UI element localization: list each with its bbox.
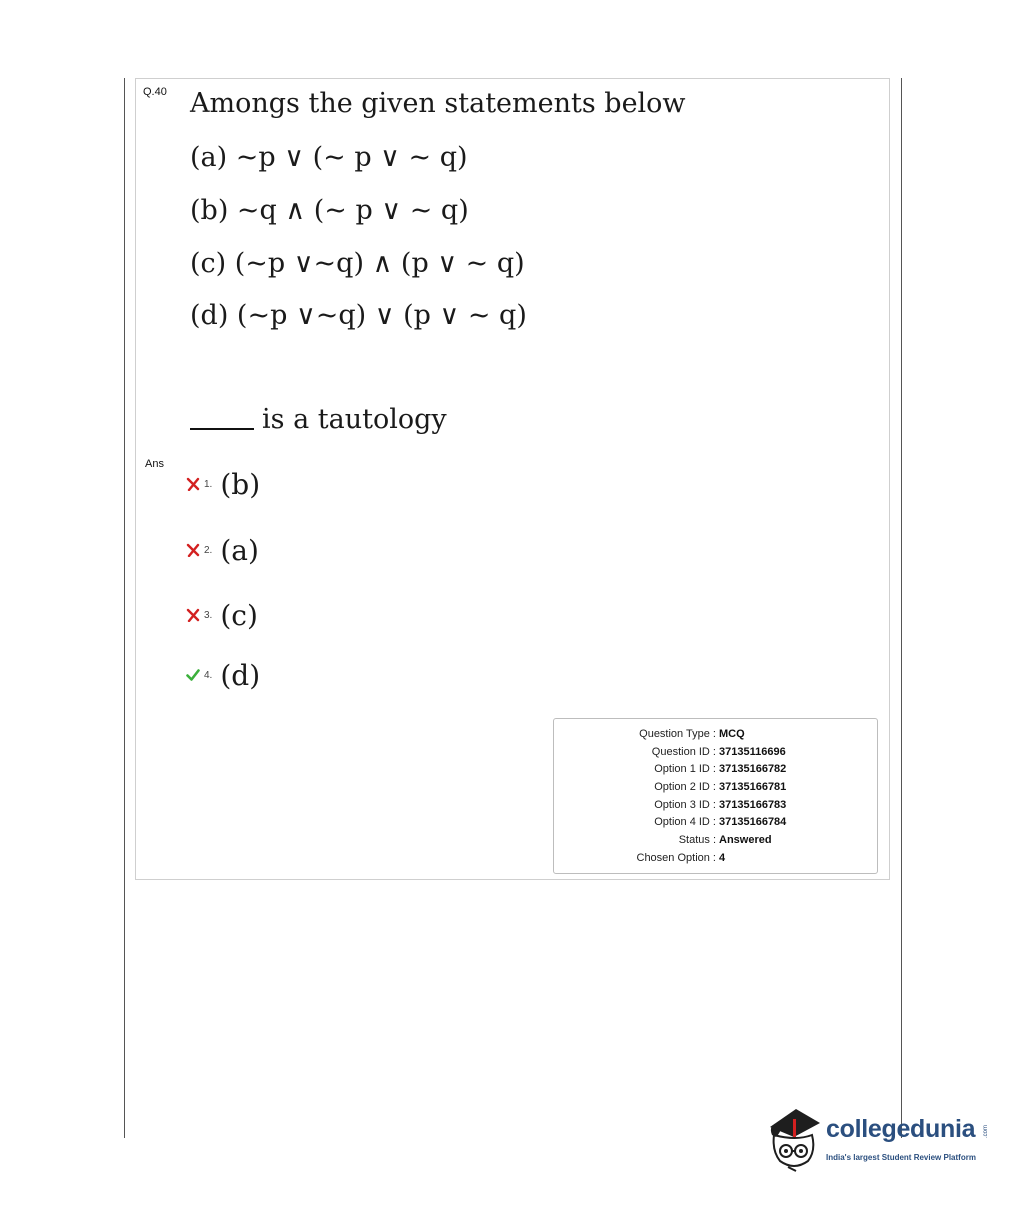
info-value: 37135166783 bbox=[719, 798, 787, 811]
option-2[interactable] bbox=[186, 532, 259, 568]
statement-b: (b) ~q ∧ (~ p ∨ ~ q) bbox=[190, 195, 469, 226]
info-key: Status : bbox=[678, 834, 716, 847]
option-3[interactable] bbox=[186, 597, 258, 633]
brand-suffix: .com bbox=[983, 1125, 989, 1139]
info-key: Question ID : bbox=[651, 745, 716, 758]
info-key: Option 4 ID : bbox=[654, 816, 716, 829]
info-key: Option 2 ID : bbox=[654, 781, 716, 794]
option-text: (a) bbox=[220, 533, 259, 567]
info-row bbox=[554, 746, 877, 764]
info-value: 37135116696 bbox=[719, 745, 786, 758]
statement-c: (c) (~p ∨~q) ∧ (p ∨ ~ q) bbox=[190, 248, 525, 279]
option-text: (c) bbox=[220, 598, 258, 632]
option-number: 1. bbox=[204, 478, 213, 490]
info-value: 37135166781 bbox=[719, 781, 787, 794]
info-key: Option 1 ID : bbox=[654, 763, 716, 776]
info-value: Answered bbox=[719, 834, 772, 847]
option-text: (b) bbox=[220, 467, 261, 501]
info-row bbox=[554, 816, 877, 834]
cross-icon bbox=[186, 543, 200, 557]
cross-icon bbox=[186, 477, 200, 491]
info-value: 37135166782 bbox=[719, 763, 787, 776]
info-key: Question Type : bbox=[639, 728, 716, 740]
answer-blank bbox=[190, 428, 254, 430]
info-key: Option 3 ID : bbox=[654, 798, 716, 811]
left-margin-rule bbox=[124, 78, 125, 1138]
right-margin-rule bbox=[901, 78, 902, 1138]
info-row bbox=[554, 763, 877, 781]
collegedunia-logo[interactable] bbox=[766, 1103, 996, 1178]
brand-name: collegedunia bbox=[826, 1115, 976, 1143]
mascot-icon bbox=[766, 1105, 822, 1175]
info-value: 4 bbox=[719, 851, 726, 864]
brand-tagline: India's largest Student Review Platform bbox=[826, 1153, 976, 1162]
info-row bbox=[554, 834, 877, 852]
question-tail-text: is a tautology bbox=[262, 404, 447, 435]
question-info-box bbox=[553, 718, 878, 874]
answer-label: Ans bbox=[145, 458, 164, 470]
info-row bbox=[554, 728, 877, 746]
info-row bbox=[554, 799, 877, 817]
info-key: Chosen Option : bbox=[636, 851, 716, 864]
option-1[interactable] bbox=[186, 466, 260, 502]
info-value: 37135166784 bbox=[719, 816, 787, 829]
question-tail bbox=[190, 404, 447, 435]
info-row bbox=[554, 852, 877, 870]
option-number: 2. bbox=[204, 544, 213, 556]
option-number: 3. bbox=[204, 609, 213, 621]
check-icon bbox=[186, 668, 200, 682]
question-prompt: Amongs the given statements below bbox=[190, 88, 686, 119]
option-4[interactable] bbox=[186, 657, 260, 693]
cross-icon bbox=[186, 608, 200, 622]
statement-a: (a) ~p ∨ (~ p ∨ ~ q) bbox=[190, 142, 468, 173]
option-number: 4. bbox=[204, 669, 213, 681]
option-text: (d) bbox=[220, 658, 261, 692]
question-number: Q.40 bbox=[143, 86, 167, 98]
info-value: MCQ bbox=[719, 728, 745, 740]
info-row bbox=[554, 781, 877, 799]
statement-d: (d) (~p ∨~q) ∨ (p ∨ ~ q) bbox=[190, 300, 527, 331]
